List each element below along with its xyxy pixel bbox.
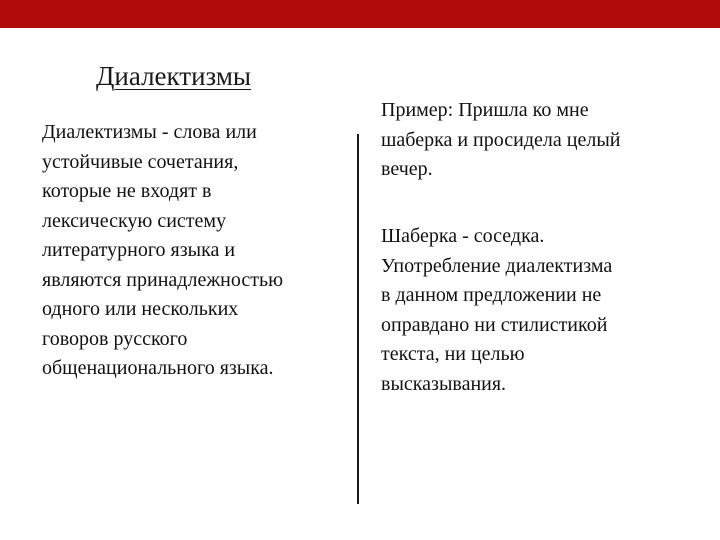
- example-text: [381, 96, 620, 185]
- explanation-line: Шаберка - соседка.: [381, 225, 545, 247]
- explanation-line: в данном предложении не: [381, 284, 602, 306]
- column-divider: [357, 134, 359, 504]
- definition-line: общенационального языка.: [42, 357, 274, 379]
- definition-text: [42, 118, 283, 384]
- definition-line: устойчивые сочетания,: [42, 150, 239, 173]
- example-line: шаберка и просидела целый: [381, 128, 621, 151]
- example-line: вечер.: [381, 158, 433, 180]
- slide-title: Диалектизмы: [96, 61, 252, 91]
- definition-line: говоров русского: [42, 327, 188, 350]
- example-line: Пример: Пришла ко мне: [381, 99, 589, 121]
- definition-line: которые не входят в: [42, 180, 212, 202]
- definition-line: лексическую систему: [42, 209, 227, 232]
- explanation-line: оправдано ни стилистикой: [381, 313, 608, 336]
- top-accent-bar: [0, 0, 720, 28]
- definition-line: Диалектизмы - слова или: [42, 121, 257, 143]
- definition-line: одного или нескольких: [42, 298, 239, 320]
- explanation-line: высказывания.: [381, 372, 507, 395]
- definition-line: литературного языка и: [42, 239, 236, 261]
- explanation-line: Употребление диалектизма: [381, 254, 613, 277]
- explanation-line: текста, ни целью: [381, 343, 525, 365]
- definition-line: являются принадлежностью: [42, 268, 284, 291]
- explanation-text: [381, 222, 612, 399]
